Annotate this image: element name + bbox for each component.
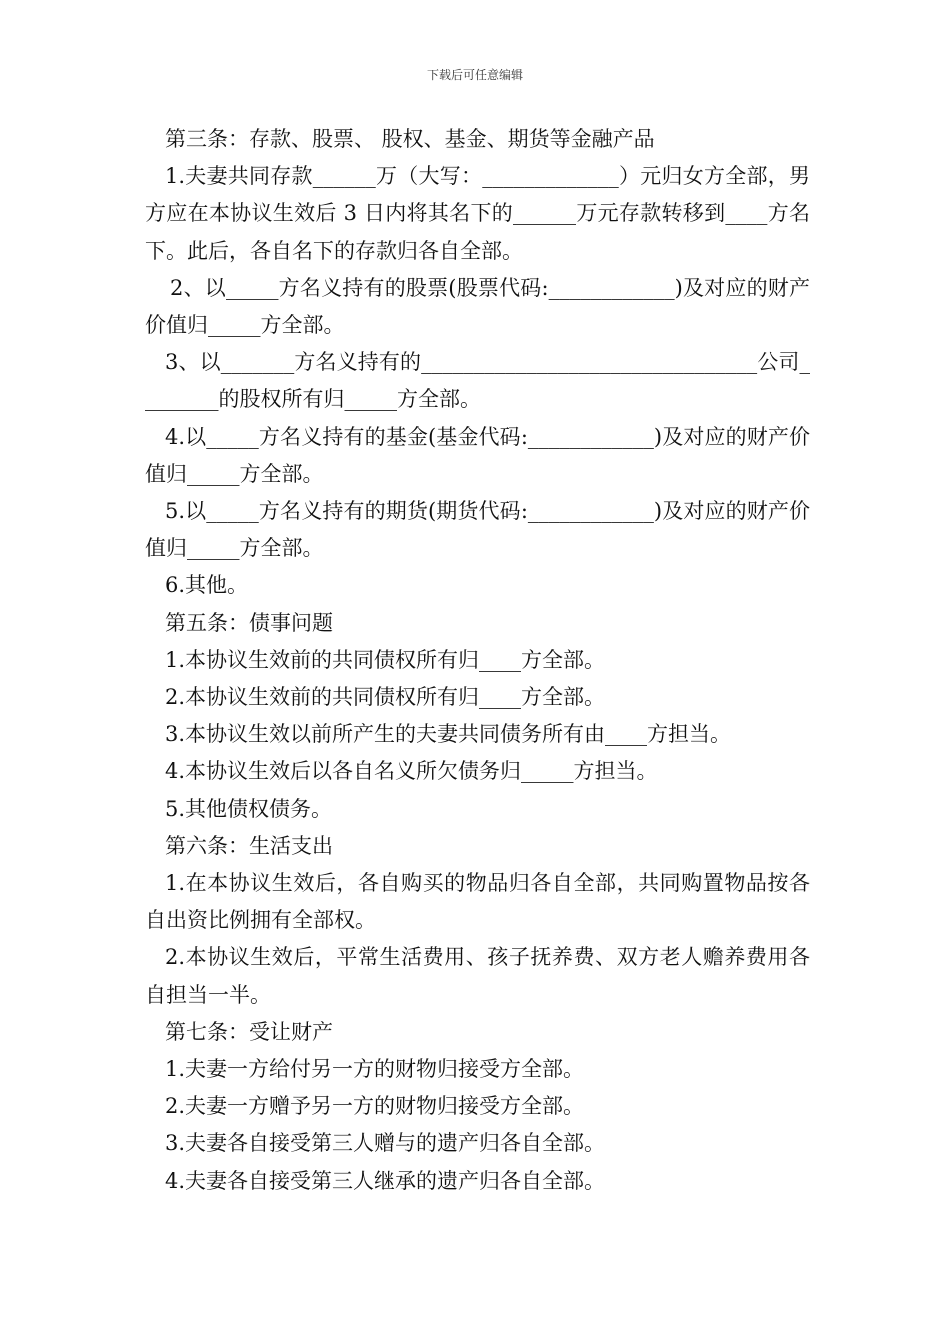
clause-3-item-1: 1.夫妻共同存款______万（大写：_____________）元归女方全部，男方应在本协议生效后 3 日内将其名下的______万元存款转移到____方名下。此后，各自名下的存款归各自全部。 <box>145 164 810 263</box>
clause-5-item-2: 2.本协议生效前的共同债权所有归____方全部。 <box>165 685 606 710</box>
clause-3-item-5: 5.以_____方名义持有的期货(期货代码:____________)及对应的财产价值归_____方全部。 <box>145 499 810 561</box>
clause-3-item-6: 6.其他。 <box>165 573 249 598</box>
clause-3-title: 第三条：存款、股票、 股权、基金、期货等金融产品 <box>165 127 655 151</box>
clause-7-item-4: 4.夫妻各自接受第三人继承的遗产归各自全部。 <box>165 1168 606 1193</box>
clause-7-item-1: 1.夫妻一方给付另一方的财物归接受方全部。 <box>165 1057 585 1082</box>
clause-3-item-3: 3、以_______方名义持有的________________________________公司________的股权所有归_____方全部。 <box>145 350 810 412</box>
clause-6-item-1: 1.在本协议生效后，各自购买的物品归各自全部，共同购置物品按各自出资比例拥有全部权。 <box>145 871 810 933</box>
clause-7-item-2: 2.夫妻一方赠予另一方的财物归接受方全部。 <box>165 1094 585 1119</box>
clause-5-title: 第五条：债事问题 <box>165 610 333 635</box>
clause-5-item-4: 4.本协议生效后以各自名义所欠债务归_____方担当。 <box>165 759 658 784</box>
clause-7-title: 第七条：受让财产 <box>165 1019 333 1044</box>
clause-5-item-1: 1.本协议生效前的共同债权所有归____方全部。 <box>165 647 606 672</box>
clause-3-item-4: 4.以_____方名义持有的基金(基金代码:____________)及对应的财产价值归_____方全部。 <box>145 424 810 486</box>
clause-3-item-2: 2、以_____方名义持有的股票(股票代码:____________)及对应的财产价值归_____方全部。 <box>145 275 810 338</box>
clause-5-item-3: 3.本协议生效以前所产生的夫妻共同债务所有由____方担当。 <box>165 722 732 747</box>
clause-5-item-5: 5.其他债权债务。 <box>165 796 333 821</box>
clause-7-item-3: 3.夫妻各自接受第三人赠与的遗产归各自全部。 <box>165 1131 606 1156</box>
document-body <box>145 121 810 1200</box>
page-header: 下载后可任意编辑 <box>426 68 523 82</box>
clause-6-title: 第六条：生活支出 <box>165 833 333 858</box>
clause-6-item-2: 2.本协议生效后，平常生活费用、孩子抚养费、双方老人赡养费用各自担当一半。 <box>145 945 810 1007</box>
